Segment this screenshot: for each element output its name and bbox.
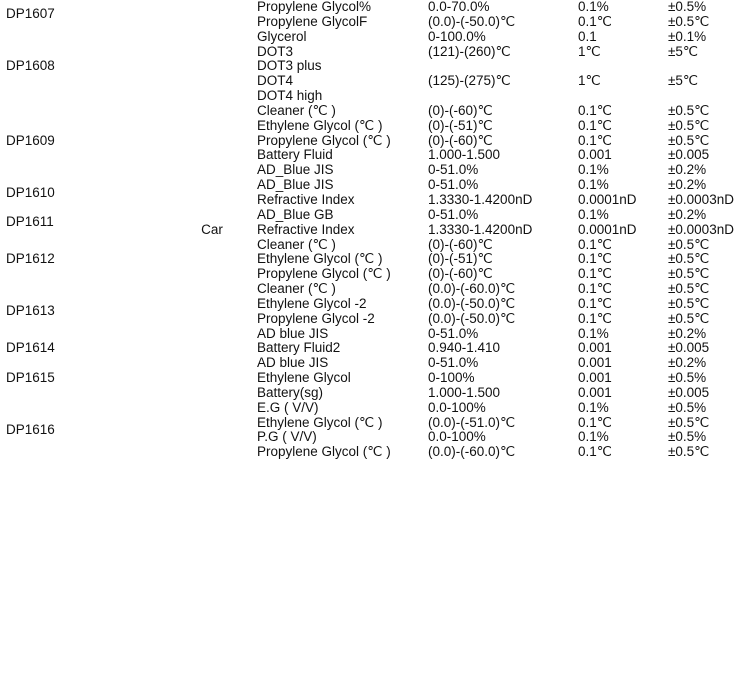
resolution-cell bbox=[572, 59, 662, 74]
parameter-cell: Ethylene Glycol (℃ ) bbox=[257, 415, 383, 430]
parameter-cell: Propylene Glycol -2 bbox=[257, 311, 375, 326]
resolution-cell: 0.1℃ bbox=[578, 103, 612, 118]
model-cell: DP1610 bbox=[6, 184, 55, 200]
resolution-cell: 0.1% bbox=[578, 400, 609, 415]
parameter-cell: Propylene Glycol (℃ ) bbox=[257, 267, 391, 282]
range-cell: 0-51.0% bbox=[428, 356, 479, 371]
resolution-cell: 0.1℃ bbox=[578, 252, 612, 267]
resolution-cell: 0.001 bbox=[578, 371, 612, 386]
parameter-cell: Cleaner (℃ ) bbox=[257, 237, 336, 252]
accuracy-cell: ±5℃ bbox=[668, 74, 699, 89]
accuracy-cell: ±0.5% bbox=[668, 371, 707, 386]
parameter-cell: Ethylene Glycol (℃ ) bbox=[257, 252, 383, 267]
resolution-cell: 0.1% bbox=[578, 207, 609, 222]
range-cell: 1.000-1.500 bbox=[428, 385, 501, 400]
table-row bbox=[0, 282, 750, 297]
table-row bbox=[0, 208, 750, 223]
accuracy-cell: ±5℃ bbox=[668, 44, 699, 59]
table-row bbox=[0, 104, 750, 119]
resolution-cell: 0.1 bbox=[578, 29, 597, 44]
range-cell: (0.0)-(-51.0)℃ bbox=[428, 415, 516, 430]
resolution-cell: 0.1% bbox=[578, 0, 609, 14]
parameter-cell: AD blue JIS bbox=[257, 326, 329, 341]
parameter-cell: AD_Blue JIS bbox=[257, 163, 334, 178]
accuracy-cell: ±0.5℃ bbox=[668, 445, 710, 460]
table-row bbox=[0, 178, 750, 193]
range-cell: 1.3330-1.4200nD bbox=[428, 222, 533, 237]
resolution-cell: 0.001 bbox=[578, 341, 612, 356]
accuracy-cell: ±0.0003nD bbox=[668, 222, 734, 237]
accuracy-cell: ±0.2% bbox=[668, 326, 707, 341]
accuracy-cell: ±0.5℃ bbox=[668, 311, 710, 326]
table-row bbox=[0, 356, 750, 371]
parameter-cell: AD blue JIS bbox=[257, 356, 329, 371]
parameter-cell: P.G ( V/V) bbox=[257, 430, 317, 445]
range-cell: 0-51.0% bbox=[428, 178, 479, 193]
range-cell bbox=[422, 59, 572, 74]
resolution-cell: 0.1℃ bbox=[578, 14, 612, 29]
range-cell: (0)-(-60)℃ bbox=[428, 237, 493, 252]
resolution-cell: 0.1% bbox=[578, 326, 609, 341]
accuracy-cell: ±0.5% bbox=[668, 0, 707, 14]
range-cell: (0.0)-(-60.0)℃ bbox=[428, 445, 516, 460]
range-cell: 0-51.0% bbox=[428, 326, 479, 341]
table-row bbox=[0, 401, 750, 416]
range-cell: (0.0)-(-50.0)℃ bbox=[428, 14, 516, 29]
accuracy-cell: ±0.005 bbox=[668, 341, 710, 356]
range-cell: 0.940-1.410 bbox=[428, 341, 501, 356]
model-cell: DP1614 bbox=[6, 341, 55, 356]
parameter-cell: Cleaner (℃ ) bbox=[257, 103, 336, 118]
accuracy-cell: ±0.005 bbox=[668, 148, 710, 163]
model-cell: DP1607 bbox=[6, 6, 55, 22]
range-cell: 0-100.0% bbox=[428, 29, 486, 44]
accuracy-cell: ±0.2% bbox=[668, 207, 707, 222]
range-cell: 1.3330-1.4200nD bbox=[428, 192, 533, 207]
accuracy-cell: ±0.2% bbox=[668, 163, 707, 178]
accuracy-cell: ±0.5℃ bbox=[668, 267, 710, 282]
resolution-cell: 0.1% bbox=[578, 178, 609, 193]
range-cell: 0.0-100% bbox=[428, 430, 486, 445]
accuracy-cell: ±0.5℃ bbox=[668, 252, 710, 267]
accuracy-cell: ±0.5℃ bbox=[668, 14, 710, 29]
accuracy-cell: ±0.005 bbox=[668, 385, 710, 400]
parameter-cell: Ethylene Glycol (℃ ) bbox=[257, 118, 383, 133]
resolution-cell: 1℃ bbox=[578, 44, 601, 59]
range-cell: (0)-(-60)℃ bbox=[428, 133, 493, 148]
resolution-cell: 0.1℃ bbox=[578, 282, 612, 297]
accuracy-cell bbox=[662, 59, 750, 74]
resolution-cell: 0.1℃ bbox=[578, 445, 612, 460]
model-cell: DP1613 bbox=[6, 303, 55, 319]
resolution-cell: 1℃ bbox=[578, 74, 601, 89]
resolution-cell: 0.1% bbox=[578, 163, 609, 178]
parameter-cell: Cleaner (℃ ) bbox=[257, 282, 336, 297]
range-cell: 0-100% bbox=[428, 371, 475, 386]
range-cell: 0.0-100% bbox=[428, 400, 486, 415]
accuracy-cell: ±0.5℃ bbox=[668, 282, 710, 297]
accuracy-cell: ±0.5℃ bbox=[668, 415, 710, 430]
parameter-cell: Propylene Glycol (℃ ) bbox=[257, 445, 391, 460]
range-cell: (0.0)-(-50.0)℃ bbox=[428, 311, 516, 326]
accuracy-cell: ±0.5% bbox=[668, 400, 707, 415]
parameter-cell: DOT4 high bbox=[257, 89, 323, 104]
resolution-cell: 0.001 bbox=[578, 385, 612, 400]
resolution-cell: 0.1℃ bbox=[578, 133, 612, 148]
table-row bbox=[0, 0, 750, 15]
parameter-cell: Battery Fluid2 bbox=[257, 341, 341, 356]
resolution-cell: 0.1% bbox=[578, 430, 609, 445]
parameter-cell: Refractive Index bbox=[257, 222, 355, 237]
accuracy-cell: ±0.5℃ bbox=[668, 133, 710, 148]
parameter-cell: Propylene GlycolF bbox=[257, 14, 368, 29]
range-cell: (0)-(-60)℃ bbox=[428, 103, 493, 118]
resolution-cell: 0.1℃ bbox=[578, 267, 612, 282]
accuracy-cell: ±0.1% bbox=[668, 29, 707, 44]
resolution-cell: 0.1℃ bbox=[578, 118, 612, 133]
range-cell: (0)-(-60)℃ bbox=[428, 267, 493, 282]
table-row bbox=[0, 238, 750, 253]
range-cell: (0.0)-(-60.0)℃ bbox=[428, 282, 516, 297]
parameter-cell: Battery Fluid bbox=[257, 148, 333, 163]
range-cell: (0.0)-(-50.0)℃ bbox=[428, 296, 516, 311]
model-cell: DP1612 bbox=[6, 251, 55, 267]
parameter-cell: Battery(sg) bbox=[257, 385, 324, 400]
resolution-cell: 0.1℃ bbox=[578, 296, 612, 311]
parameter-cell: Propylene Glycol% bbox=[257, 0, 372, 14]
range-cell: 0-51.0% bbox=[428, 163, 479, 178]
resolution-cell: 0.1℃ bbox=[578, 311, 612, 326]
range-cell bbox=[422, 89, 572, 104]
range-cell: 0-51.0% bbox=[428, 207, 479, 222]
accuracy-cell: ±0.2% bbox=[668, 178, 707, 193]
resolution-cell: 0.1℃ bbox=[578, 237, 612, 252]
range-cell: (0)-(-51)℃ bbox=[428, 118, 493, 133]
accuracy-cell: ±0.5℃ bbox=[668, 103, 710, 118]
range-cell: 1.000-1.500 bbox=[428, 148, 501, 163]
parameter-cell: Ethylene Glycol -2 bbox=[257, 296, 367, 311]
parameter-cell: AD_Blue JIS bbox=[257, 178, 334, 193]
parameter-cell: AD_Blue GB bbox=[257, 207, 334, 222]
resolution-cell: 0.0001nD bbox=[578, 192, 637, 207]
accuracy-cell: ±0.0003nD bbox=[668, 192, 734, 207]
resolution-cell: 0.1℃ bbox=[578, 415, 612, 430]
parameter-cell: E.G ( V/V) bbox=[257, 400, 319, 415]
resolution-cell: 0.0001nD bbox=[578, 222, 637, 237]
range-cell: 0.0-70.0% bbox=[428, 0, 490, 14]
parameter-cell: DOT4 bbox=[257, 74, 294, 89]
range-cell: (0)-(-51)℃ bbox=[428, 252, 493, 267]
parameter-cell: Glycerol bbox=[257, 29, 307, 44]
resolution-cell: 0.001 bbox=[578, 356, 612, 371]
category-cell: Car bbox=[201, 221, 223, 237]
model-cell: DP1615 bbox=[6, 370, 55, 386]
table-row bbox=[0, 30, 750, 45]
model-cell: DP1616 bbox=[6, 422, 55, 438]
accuracy-cell: ±0.2% bbox=[668, 356, 707, 371]
model-cell: DP1608 bbox=[6, 58, 55, 74]
accuracy-cell: ±0.5℃ bbox=[668, 237, 710, 252]
accuracy-cell: ±0.5℃ bbox=[668, 118, 710, 133]
accuracy-cell bbox=[662, 89, 750, 104]
parameter-cell: Refractive Index bbox=[257, 192, 355, 207]
parameter-cell: DOT3 bbox=[257, 44, 294, 59]
range-cell: (121)-(260)℃ bbox=[428, 44, 511, 59]
resolution-cell bbox=[572, 89, 662, 104]
parameter-cell: Ethylene Glycol bbox=[257, 371, 351, 386]
range-cell: (125)-(275)℃ bbox=[428, 74, 511, 89]
accuracy-cell: ±0.5℃ bbox=[668, 296, 710, 311]
accuracy-cell: ±0.5% bbox=[668, 430, 707, 445]
table-row bbox=[0, 341, 750, 356]
parameter-cell: Propylene Glycol (℃ ) bbox=[257, 133, 391, 148]
resolution-cell: 0.001 bbox=[578, 148, 612, 163]
model-cell: DP1611 bbox=[6, 214, 54, 230]
parameter-cell: DOT3 plus bbox=[257, 59, 322, 74]
model-cell: DP1609 bbox=[6, 132, 55, 148]
